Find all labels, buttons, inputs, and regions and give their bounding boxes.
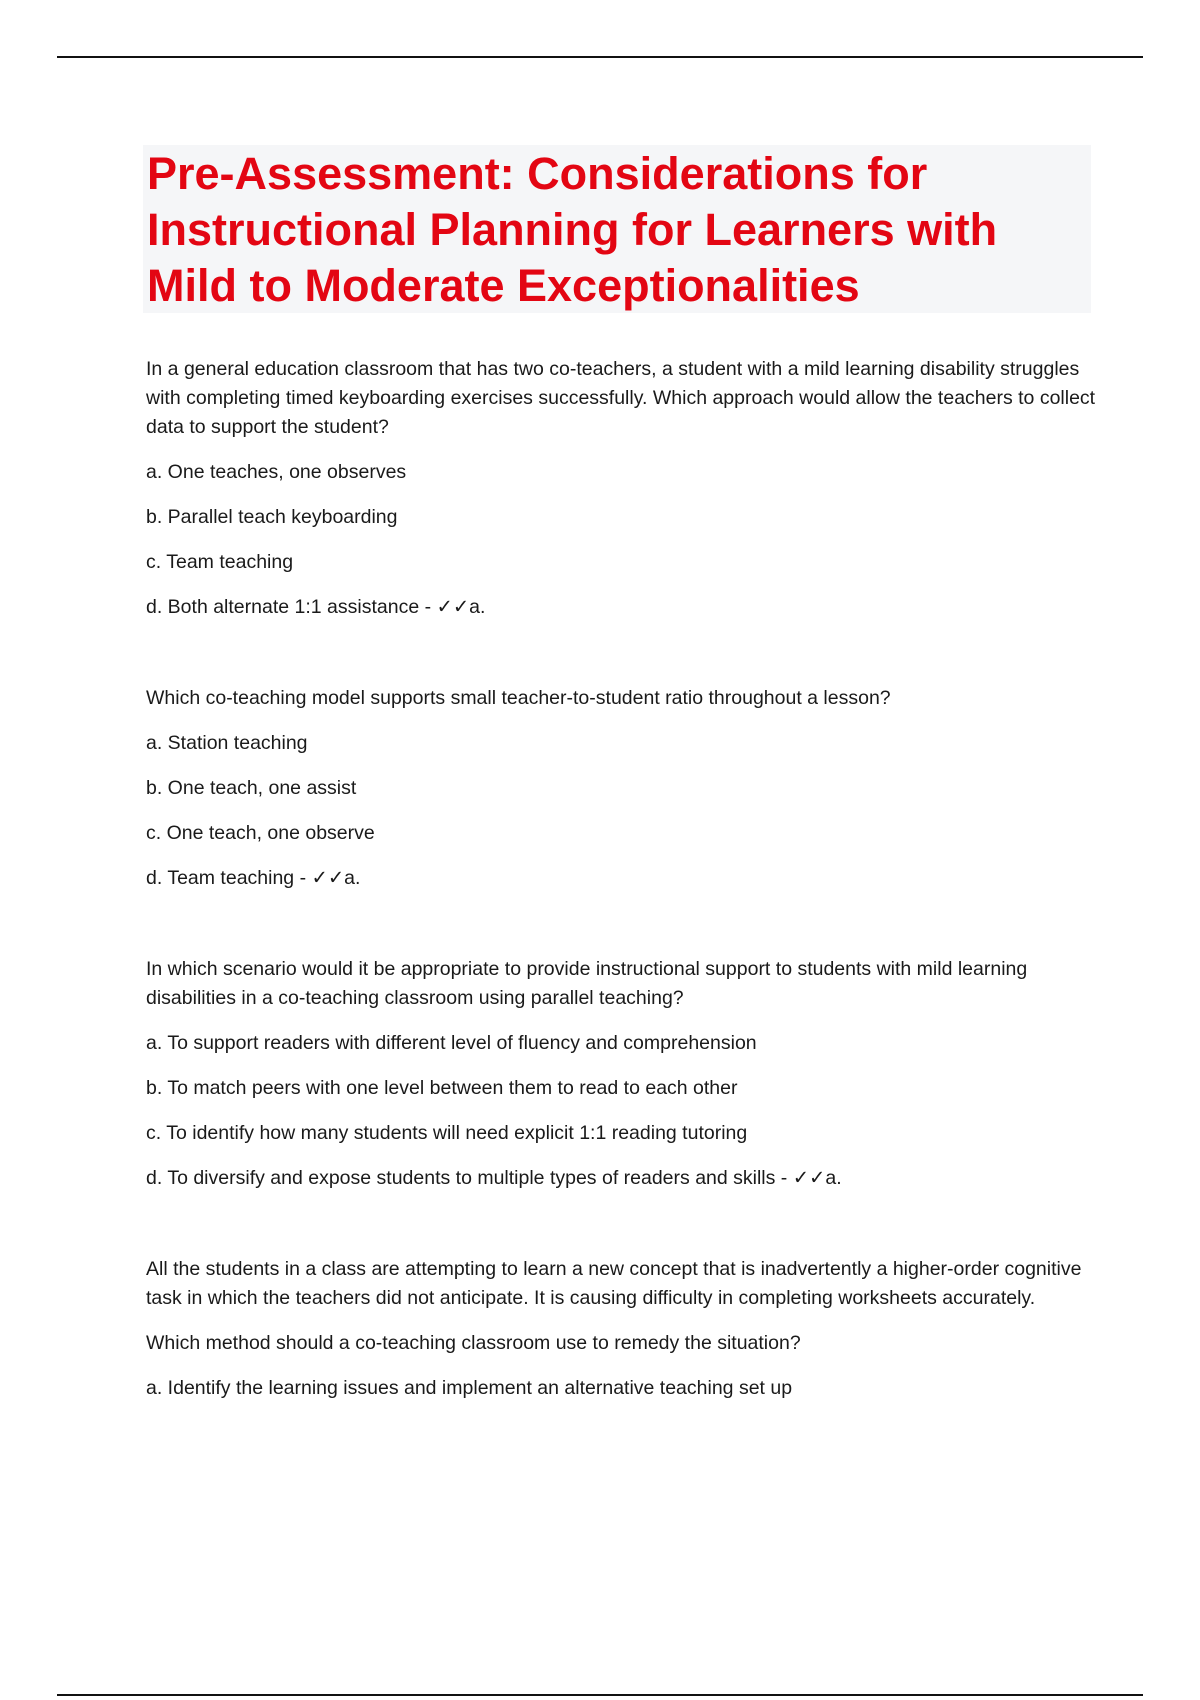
question-2 [146,684,1096,893]
answer-option: c. To identify how many students will need explicit 1:1 reading tutoring [146,1122,748,1144]
question-3 [146,955,1096,1193]
answer-option: a. One teaches, one observes [146,461,407,483]
answer-option: d. To diversify and expose students to multiple types of readers and skills - ✓✓a. [146,1167,842,1189]
question-4 [146,1255,1096,1403]
question-stem: Which co-teaching model supports small teacher-to-student ratio throughout a lesson? [146,687,891,709]
question-stem: In a general education classroom that has two co-teachers, a student with a mild learning disability struggles with completing timed keyboarding exercises successfully. Which approach would allow the teachers to collect data to support the student? [146,358,1096,438]
question-1 [146,355,1096,622]
answer-option: a. Station teaching [146,732,308,754]
answer-option: b. One teach, one assist [146,777,357,799]
answer-option: d. Both alternate 1:1 assistance - ✓✓a. [146,596,486,618]
document-body [146,355,1096,1419]
answer-option: d. Team teaching - ✓✓a. [146,867,361,889]
answer-option: a. To support readers with different level of fluency and comprehension [146,1032,757,1054]
document-title: Pre-Assessment: Considerations for Instructional Planning for Learners with Mild to Moderate Exceptionalities [147,148,998,311]
answer-option: b. To match peers with one level between them to read to each other [146,1077,738,1099]
answer-option: b. Parallel teach keyboarding [146,506,398,528]
answer-option: c. Team teaching [146,551,294,573]
question-stem: All the students in a class are attempting to learn a new concept that is inadvertently a higher-order cognitive task in which the teachers did not anticipate. It is causing difficulty in completing worksheets accurately. [146,1258,1082,1309]
answer-option: a. Identify the learning issues and implement an alternative teaching set up [146,1377,793,1399]
bottom-rule [57,1694,1143,1696]
top-rule [57,56,1143,58]
answer-option: c. One teach, one observe [146,822,375,844]
question-followup: Which method should a co-teaching classroom use to remedy the situation? [146,1332,801,1354]
question-stem: In which scenario would it be appropriate to provide instructional support to students with mild learning disabilities in a co-teaching classroom using parallel teaching? [146,958,1028,1009]
